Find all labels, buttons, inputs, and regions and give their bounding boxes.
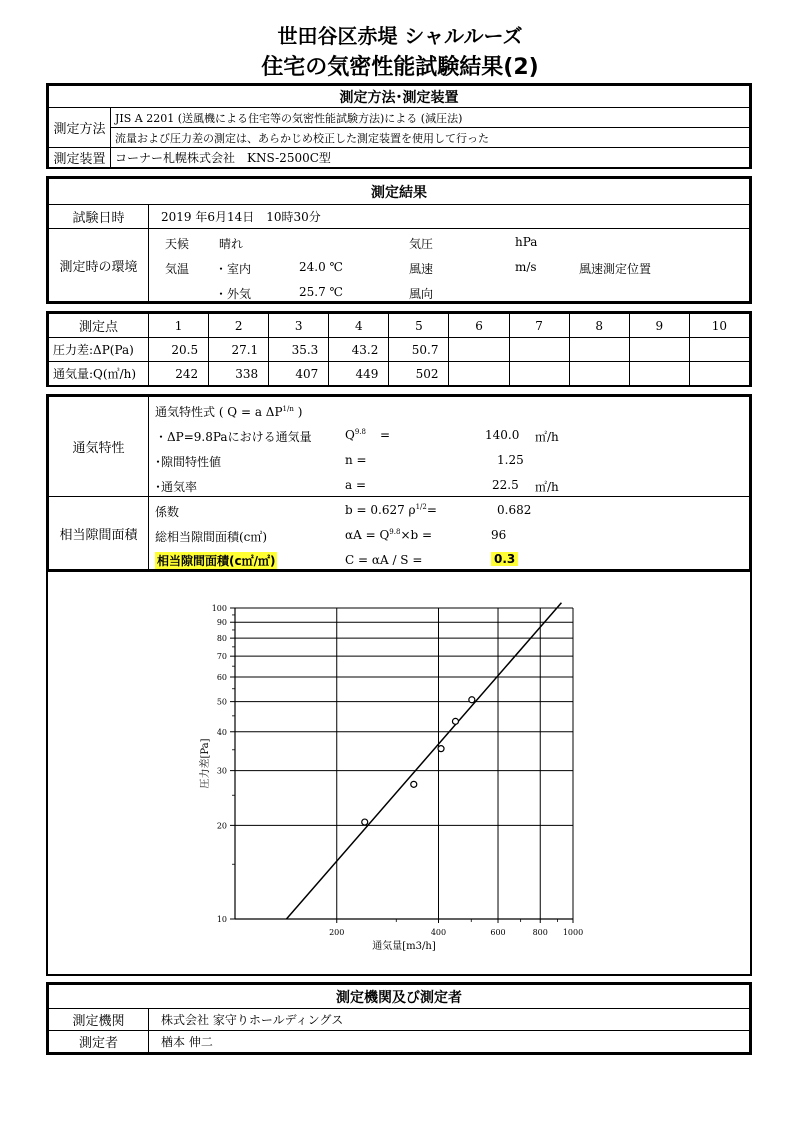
point-cell: 5 <box>389 314 449 338</box>
x-tick-label: 600 <box>490 928 506 937</box>
method-line2: 流量および圧力差の測定は、あらかじめ校正した測定装置を使用して行った <box>111 128 750 148</box>
point-cell: 8 <box>569 314 629 338</box>
data-point <box>438 746 444 752</box>
device-value: コーナー札幌株式会社 KNS-2500C型 <box>111 148 750 168</box>
method-section-header: 測定方法･測定装置 <box>49 86 750 108</box>
q-cell <box>509 362 569 386</box>
gap-symbol: n = <box>345 453 367 467</box>
weather-value: 晴れ <box>219 237 244 251</box>
flow-symbol: $Q^{9.8}$ = <box>345 428 391 442</box>
y-tick-label: 90 <box>216 618 227 628</box>
pressure-flow-chart <box>48 572 750 974</box>
pressure-unit: hPa <box>515 235 538 249</box>
x-tick-label: 800 <box>532 928 548 937</box>
q-cell <box>629 362 689 386</box>
dp-cell <box>449 338 509 362</box>
date-label: 試験日時 <box>49 205 149 229</box>
dp-cell <box>509 338 569 362</box>
c-value-label: 相当隙間面積(c㎡/㎡) <box>157 554 276 568</box>
measurement-table <box>46 311 752 387</box>
wind-speed-label: 風速 <box>409 262 434 276</box>
document-title: 世田谷区赤堤 シャルルーズ <box>277 24 523 48</box>
y-tick-label: 10 <box>216 915 227 924</box>
q-cell <box>689 362 749 386</box>
gap-label: ･隙間特性値 <box>155 455 222 469</box>
formula-label: 通気特性式 ( Q = a $\Delta P^{1/n}$ ) <box>155 405 303 419</box>
dp-cell: 35.3 <box>269 338 329 362</box>
dp-cell: 27.1 <box>209 338 269 362</box>
point-cell: 2 <box>209 314 269 338</box>
temp-label: 気温 <box>165 262 190 276</box>
results-section-header: 測定結果 <box>49 179 750 205</box>
organization-section-header: 測定機関及び測定者 <box>49 985 750 1009</box>
indoor-label: ・室内 <box>215 262 252 276</box>
dp-label: 圧力差:ΔP(Pa) <box>49 338 149 362</box>
dp-cell: 20.5 <box>149 338 209 362</box>
weather-label: 天候 <box>165 237 190 251</box>
indoor-value: 24.0 ℃ <box>299 260 343 274</box>
q-cell: 407 <box>269 362 329 386</box>
point-cell: 10 <box>689 314 749 338</box>
point-cell: 9 <box>629 314 689 338</box>
point-cell: 6 <box>449 314 509 338</box>
flow-value: 140.0 <box>485 428 520 442</box>
method-line1: JIS A 2201 (送風機による住宅等の気密性能試験方法)による (減圧法) <box>111 108 750 128</box>
point-label: 測定点 <box>49 314 149 338</box>
data-point <box>469 697 475 703</box>
coef-label: 係数 <box>155 505 180 519</box>
data-point <box>362 819 368 825</box>
total-area-symbol: $\alpha A = Q^{9.8}\times b$ = <box>345 528 433 542</box>
point-cell: 1 <box>149 314 209 338</box>
total-area-value: 96 <box>491 528 507 542</box>
y-tick-label: 80 <box>216 634 227 644</box>
point-cell: 4 <box>329 314 389 338</box>
q-cell: 449 <box>329 362 389 386</box>
point-cell: 7 <box>509 314 569 338</box>
q-cell <box>449 362 509 386</box>
device-label: 測定装置 <box>49 148 111 168</box>
y-tick-label: 100 <box>211 604 227 613</box>
q-cell: 242 <box>149 362 209 386</box>
data-point <box>411 781 417 787</box>
wind-direction-label: 風向 <box>409 287 434 301</box>
c-value-symbol: C = αA / S = <box>345 553 423 567</box>
dp-cell <box>569 338 629 362</box>
flow-label: ・ΔP=9.8Paにおける通気量 <box>155 430 312 444</box>
person-value: 楢本 伸二 <box>149 1031 750 1053</box>
c-value: 0.3 <box>491 552 518 566</box>
document-subtitle: 住宅の気密性能試験結果(2) <box>261 55 539 80</box>
q-label: 通気量:Q(㎥/h) <box>49 362 149 386</box>
y-tick-label: 70 <box>216 652 227 662</box>
x-tick-label: 400 <box>430 928 447 937</box>
y-axis-label: 圧力差[Pa] <box>200 738 211 789</box>
ventilation-cell <box>149 397 750 497</box>
method-section <box>46 83 752 169</box>
q-cell: 502 <box>389 362 449 386</box>
flow-unit: ㎡/h <box>535 430 559 444</box>
leakage-label: 相当隙間面積 <box>49 497 149 570</box>
x-tick-label: 1000 <box>562 928 584 937</box>
coef-value: 0.682 <box>497 503 532 517</box>
org-label: 測定機関 <box>49 1009 149 1031</box>
rate-value: 22.5 <box>492 478 519 492</box>
y-tick-label: 60 <box>216 672 227 682</box>
gap-value: 1.25 <box>497 453 524 467</box>
ventilation-label: 通気特性 <box>49 397 149 497</box>
y-tick-label: 30 <box>216 766 227 776</box>
org-value: 株式会社 家守りホールディングス <box>149 1009 750 1031</box>
env-cell <box>149 229 750 302</box>
leakage-cell <box>149 497 750 570</box>
dp-cell: 43.2 <box>329 338 389 362</box>
method-label: 測定方法 <box>49 108 111 148</box>
rate-unit: ㎡/h <box>535 480 559 494</box>
characteristics-section <box>46 394 752 572</box>
rate-label: ･通気率 <box>155 480 198 494</box>
person-label: 測定者 <box>49 1031 149 1053</box>
env-label: 測定時の環境 <box>49 229 149 302</box>
pressure-label: 気圧 <box>409 237 434 251</box>
organization-section <box>46 982 752 1055</box>
dp-cell <box>629 338 689 362</box>
y-tick-label: 20 <box>216 821 227 831</box>
point-cell: 3 <box>269 314 329 338</box>
dp-cell <box>689 338 749 362</box>
coef-symbol: b = 0.627 $\rho^{1/2}=$ <box>345 503 437 517</box>
dp-cell: 50.7 <box>389 338 449 362</box>
outdoor-label: ・外気 <box>215 287 252 301</box>
date-value: 2019 年6月14日 10時30分 <box>149 205 750 229</box>
total-area-label: 総相当隙間面積(c㎡) <box>155 530 268 544</box>
q-cell <box>569 362 629 386</box>
rate-symbol: a = <box>345 478 367 492</box>
outdoor-value: 25.7 ℃ <box>299 285 343 299</box>
y-tick-label: 40 <box>216 727 227 737</box>
fit-line <box>286 603 561 919</box>
wind-position-label: 風速測定位置 <box>579 262 652 276</box>
y-tick-label: 50 <box>216 697 227 707</box>
results-section <box>46 176 752 304</box>
data-point <box>452 718 458 724</box>
chart-panel <box>46 572 752 976</box>
x-tick-label: 200 <box>329 928 345 937</box>
wind-speed-unit: m/s <box>515 260 537 274</box>
q-cell: 338 <box>209 362 269 386</box>
x-axis-label: 通気量[m3/h] <box>372 941 436 952</box>
